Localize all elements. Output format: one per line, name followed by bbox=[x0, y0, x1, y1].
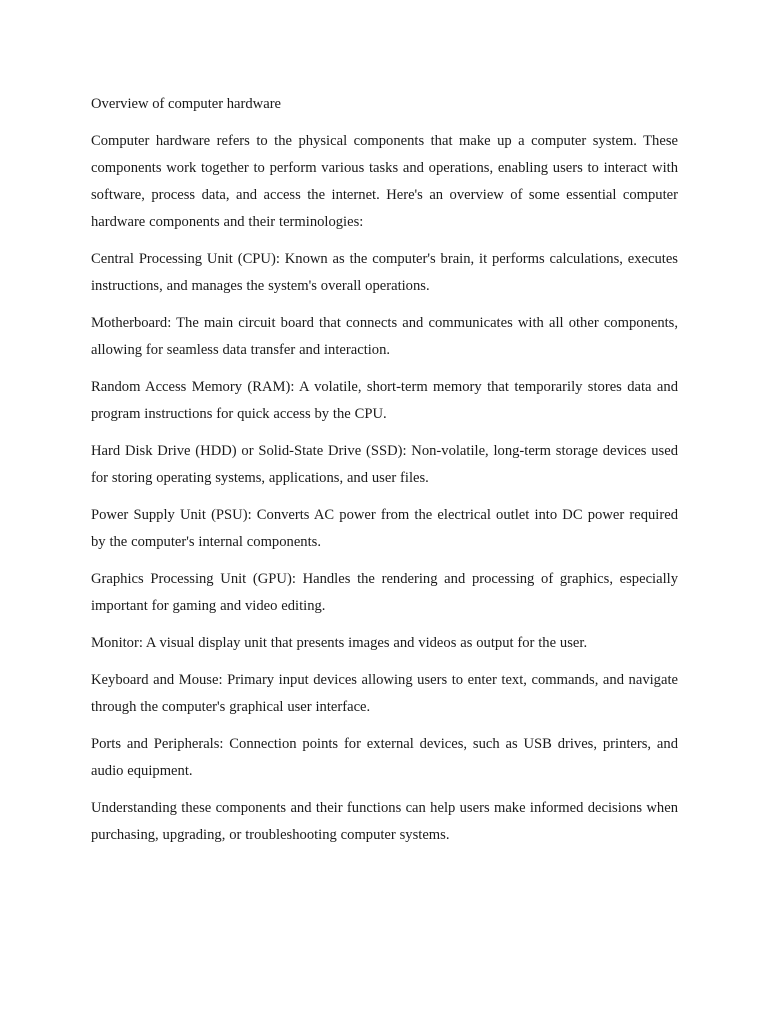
cpu-paragraph: Central Processing Unit (CPU): Known as the computer's brain, it performs calculations, executes instructions, and manages the system's overall operations. bbox=[91, 251, 678, 294]
ram-paragraph: Random Access Memory (RAM): A volatile, short-term memory that temporarily stores data and program instructions for quick access by the CPU. bbox=[91, 379, 678, 422]
monitor-paragraph: Monitor: A visual display unit that presents images and videos as output for the user. bbox=[91, 635, 588, 651]
psu-paragraph: Power Supply Unit (PSU): Converts AC power from the electrical outlet into DC power required by the computer's internal components. bbox=[91, 507, 678, 550]
document-title: Overview of computer hardware bbox=[91, 96, 282, 112]
gpu-paragraph: Graphics Processing Unit (GPU): Handles the rendering and processing of graphics, especially important for gaming and video editing. bbox=[91, 571, 678, 614]
ports-peripherals-paragraph: Ports and Peripherals: Connection points for external devices, such as USB drives, printers, and audio equipment. bbox=[91, 736, 678, 779]
storage-paragraph: Hard Disk Drive (HDD) or Solid-State Drive (SSD): Non-volatile, long-term storage devices used for storing operating systems, applications, and user files. bbox=[91, 443, 678, 486]
keyboard-mouse-paragraph: Keyboard and Mouse: Primary input devices allowing users to enter text, commands, and navigate through the computer's graphical user interface. bbox=[91, 672, 678, 715]
conclusion-paragraph: Understanding these components and their functions can help users make informed decisions when purchasing, upgrading, or troubleshooting computer systems. bbox=[91, 800, 678, 843]
intro-paragraph: Computer hardware refers to the physical components that make up a computer system. These components work together to perform various tasks and operations, enabling users to interact with software, process data, and access the internet. Here's an overview of some essential computer hardware components and their terminologies: bbox=[91, 133, 678, 230]
motherboard-paragraph: Motherboard: The main circuit board that connects and communicates with all other components, allowing for seamless data transfer and interaction. bbox=[91, 315, 678, 358]
